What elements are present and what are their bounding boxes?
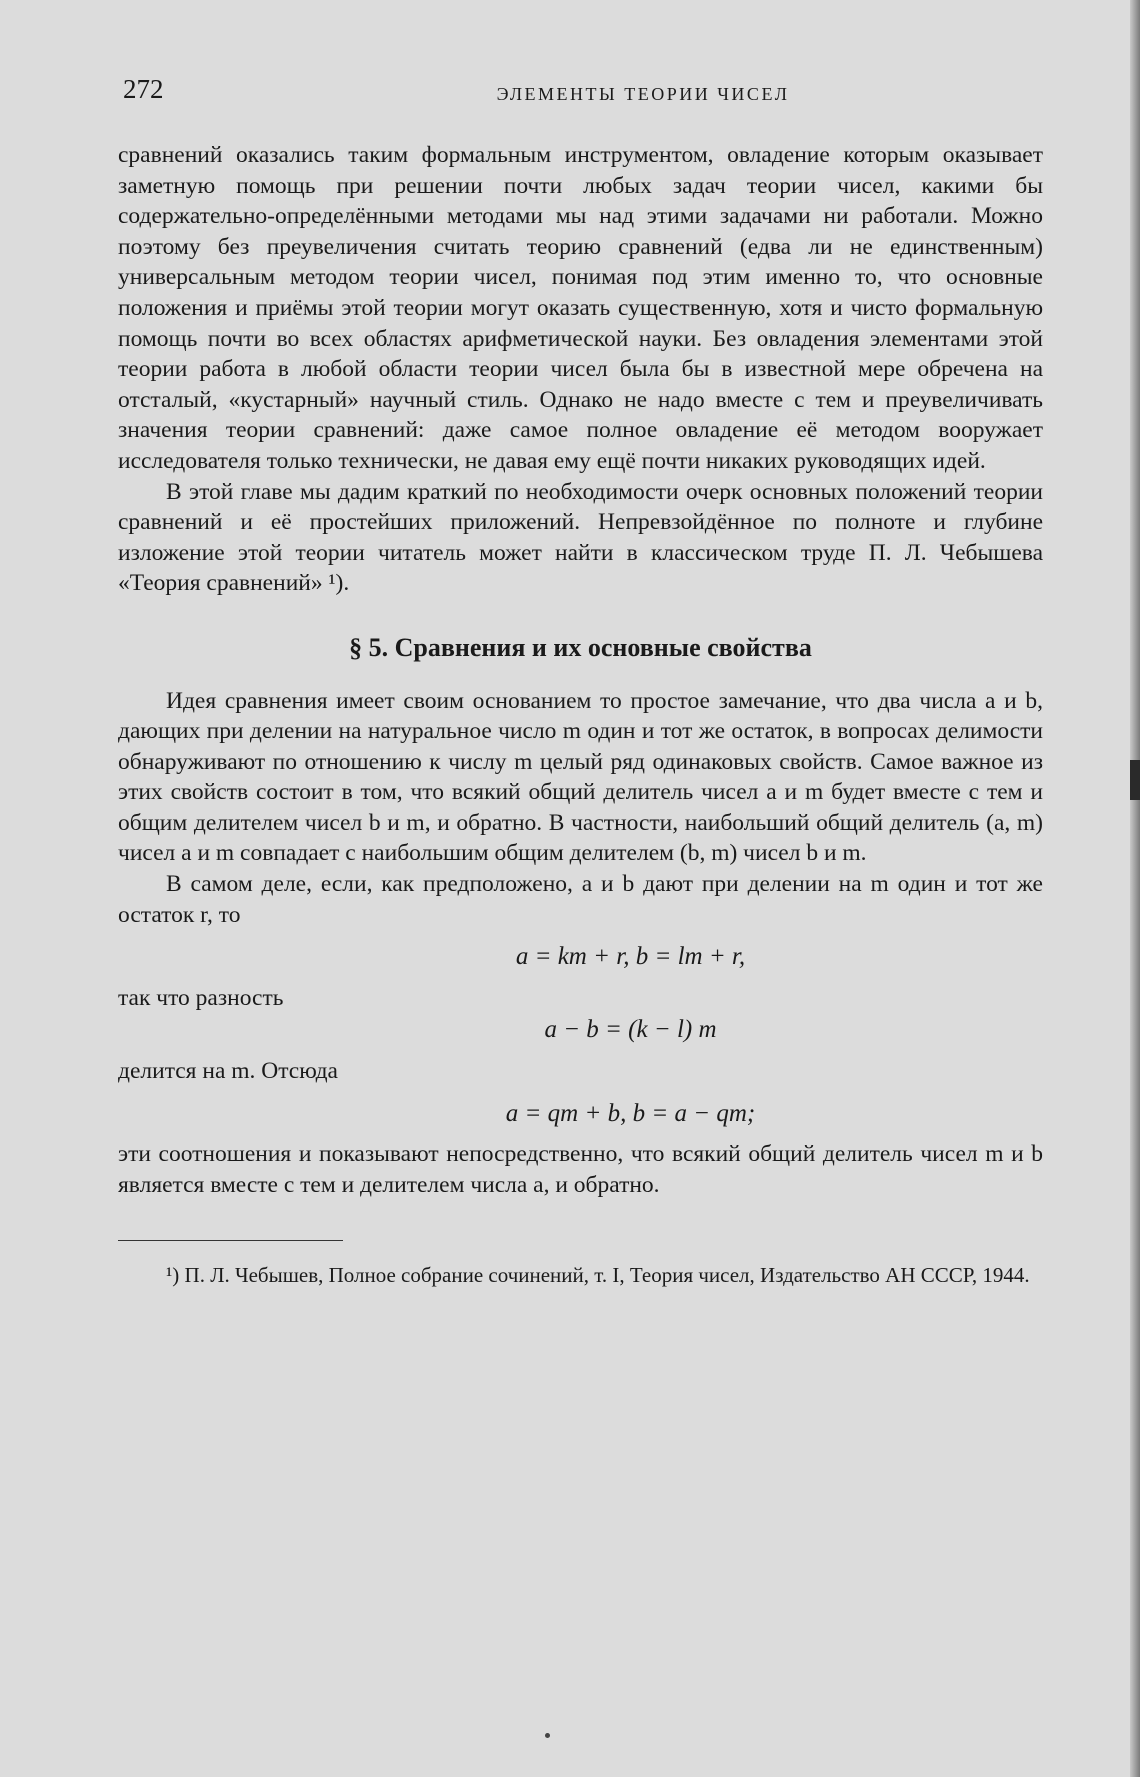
paragraph-7: эти соотношения и показывают непосредственно, что всякий общий делитель чисел m и b является вместе с тем и делителем числа a, и обратно. — [118, 1141, 1043, 1198]
section-title: § 5. Сравнения и их основные свойства — [349, 632, 812, 662]
paragraph-5: так что разность — [118, 984, 284, 1011]
page-number: 272 — [123, 74, 164, 104]
footnote-rule — [118, 1240, 343, 1241]
page-edge — [1130, 0, 1140, 1777]
page-header — [123, 74, 1043, 114]
paragraph-2: В этой главе мы дадим краткий по необходимости очерк основных положений теории сравнений и её простейших приложений. Непревзойдённое по полноте и глубине изложение этой теории читатель может найти в классическом труде П. Л. Чебышева «Теория сравнений» ¹). — [118, 478, 1043, 597]
formula-2: a − b = (k − l) m — [544, 1016, 717, 1044]
paragraph-3: Идея сравнения имеет своим основанием то простое замечание, что два числа a и b, дающих при делении на натуральное число m один и тот же остаток, в вопросах делимости обнаруживают по отношению к числу m целый ряд одинаковых свойств. Самое важное из этих свойств состоит в том, что всякий общий делитель чисел a и m будет вместе с тем и общим делителем чисел b и m, и обратно. В частности, наибольший общий делитель (a, m) чисел a и m совпадает с наибольшим общим делителем (b, m) чисел b и m. — [118, 687, 1043, 867]
paragraph-6: делится на m. Отсюда — [118, 1058, 338, 1085]
paragraph-4: В самом деле, если, как предположено, a и b дают при делении на m один и тот же остаток r, то — [118, 871, 1043, 928]
formula-3: a = qm + b, b = a − qm; — [505, 1099, 756, 1127]
formula-1: a = km + r, b = lm + r, — [515, 943, 746, 971]
footnote: ¹) П. Л. Чебышев, Полное собрание сочинений, т. I, Теория чисел, Издательство АН СССР, 1944. — [166, 1263, 1030, 1288]
page-edge-mark — [1130, 760, 1140, 800]
page-body — [118, 140, 1043, 1289]
running-title: ЭЛЕМЕНТЫ ТЕОРИИ ЧИСЕЛ — [496, 84, 790, 104]
printing-dot — [545, 1733, 550, 1738]
paragraph-1: сравнений оказались таким формальным инструментом, овладение которым оказывает заметную помощь при решении почти любых задач теории чисел, какими бы содержательно-определёнными методами мы над этими задачами ни работали. Можно поэтому без преувеличения считать теорию сравнений (едва ли не единственным) универсальным методом теории чисел, понимая под этим именно то, что основные положения и приёмы этой теории могут оказать существенную, хотя и чисто формальную помощь почти во всех областях арифметической науки. Без овладения элементами этой теории работа в любой области теории чисел была бы в известной мере обречена на отсталый, «кустарный» научный стиль. Однако не надо вместе с тем и преувеличивать значения теории сравнений: даже самое полное овладение её методом вооружает исследователя только технически, не давая ему ещё почти никаких руководящих идей. — [118, 142, 1043, 474]
